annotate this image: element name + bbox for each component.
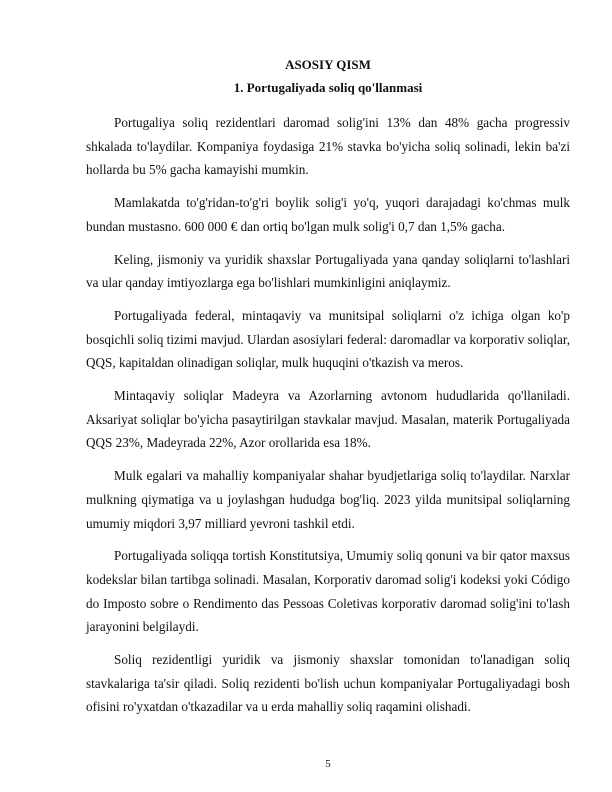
body-text [86, 111, 570, 728]
paragraph-wealth-tax: Mamlakatda to'g'ridan-to'g'ri boylik solig'i yo'q, yuqori darajadagi ko'chmas mulk bundan mustasno. 600 000 € dan ortiq bo'lgan mulk solig'i 0,7 dan 1,5% gacha. [86, 195, 570, 234]
paragraph-municipal-taxes: Mulk egalari va mahalliy kompaniyalar shahar byudjetlariga soliq to'laydilar. Narxlar mulkning qiymatiga va u joylashgan hududga bog'liq. 2023 yilda munitsipal soliqlarning umumiy miqdori 3,97 milliard yevroni tashkil etdi. [86, 468, 570, 531]
subsection-title: 1. Portugaliyada soliq qo'llanmasi [233, 80, 423, 95]
paragraph-legislation: Portugaliyada soliqqa tortish Konstitutsiya, Umumiy soliq qonuni va bir qator maxsus kodekslar bilan tartibga solinadi. Masalan, Korporativ daromad solig'i kodeksi yoki Código do Imposto sobre o Rendimento das Pessoas Coletivas korporativ daromad solig'ini to'lash jarayonini belgilaydi. [86, 548, 570, 635]
paragraph-tax-residency: Soliq rezidentligi yuridik va jismoniy shaxslar tomonidan to'lanadigan soliq stavkalariga ta'sir qiladi. Soliq rezidenti bo'lish uchun kompaniyalar Portugaliyadagi bosh ofisini ro'yxatdan o'tkazadilar va u erda mahalliy soliq raqamini olishadi. [86, 652, 570, 715]
paragraph-income-tax: Portugaliya soliq rezidentlari daromad solig'ini 13% dan 48% gacha progressiv shkalada to'laydilar. Kompaniya foydasiga 21% stavka bo'yicha soliq solinadi, lekin ba'zi hollarda bu 5% gacha kamayishi mumkin. [86, 115, 570, 178]
section-title: ASOSIY QISM [285, 57, 371, 72]
page-number: 5 [325, 758, 331, 770]
paragraph-tax-system: Portugaliyada federal, mintaqaviy va munitsipal soliqlarni o'z ichiga olgan ko'p bosqichli soliq tizimi mavjud. Ulardan asosiylari federal: daromadlar va korporativ soliqlar, QQS, kapitaldan olinadigan soliqlar, mulk huquqini o'tkazish va meros. [86, 307, 570, 371]
paragraph-regional-taxes: Mintaqaviy soliqlar Madeyra va Azorlarning avtonom hududlarida qo'llaniladi. Aksariyat soliqlar bo'yicha pasaytirilgan stavkalar mavjud. Masalan, materik Portugaliyada QQS 23%, Madeyrada 22%, Azor orollarida esa 18%. [86, 388, 570, 451]
paragraph-intro: Keling, jismoniy va yuridik shaxslar Portugaliyada yana qanday soliqlarni to'lashlari va ular qanday imtiyozlarga ega bo'lishlari mumkinligini aniqlaymiz. [86, 251, 570, 291]
